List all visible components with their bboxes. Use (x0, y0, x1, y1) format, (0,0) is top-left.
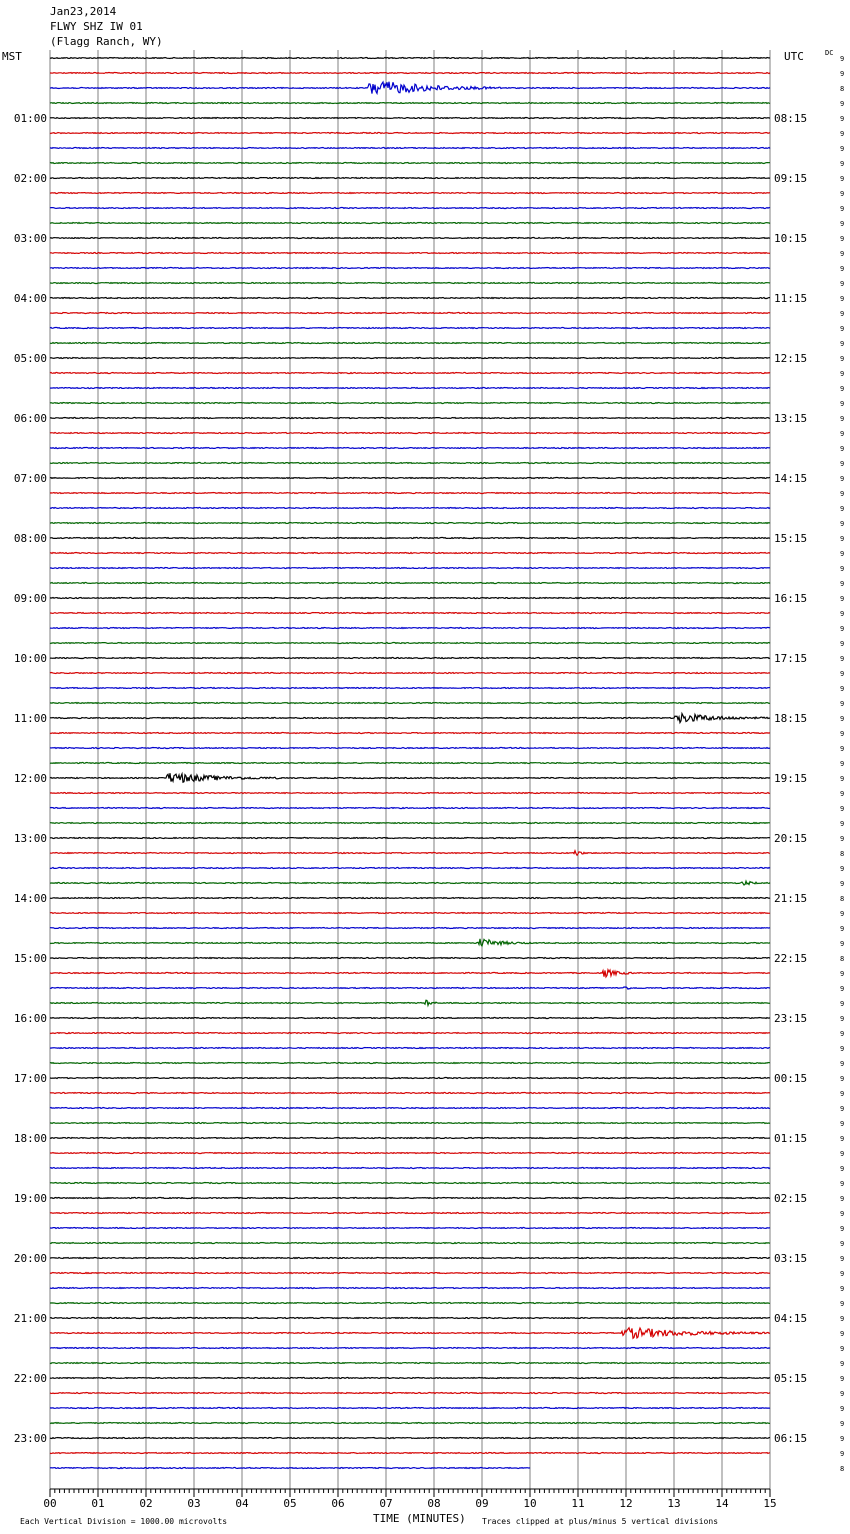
mst-hour-labels (14, 112, 47, 1445)
side-digit: 9 (840, 880, 845, 888)
side-digit: 9 (840, 670, 845, 678)
utc-hour-label: 15:15 (774, 532, 808, 545)
mst-hour-label: 21:00 (13, 1312, 47, 1325)
side-digit: 9 (840, 100, 845, 108)
trace-line (50, 1048, 770, 1049)
mst-hour-label: 20:00 (13, 1252, 47, 1265)
trace-line (50, 643, 770, 644)
trace-line (50, 343, 770, 344)
trace-line (50, 1063, 770, 1064)
side-digit: 9 (840, 610, 845, 618)
mst-hour-label: 14:00 (13, 892, 47, 905)
side-digit: 8 (840, 895, 845, 903)
side-digit: 9 (840, 1225, 845, 1233)
side-digit: 9 (840, 1390, 845, 1398)
side-digit: 9 (840, 160, 845, 168)
trace-line (50, 553, 770, 554)
side-digit: 9 (840, 640, 845, 648)
side-digit: 9 (840, 250, 845, 258)
trace-line (50, 714, 770, 723)
utc-hour-label: 16:15 (774, 592, 808, 605)
trace-line (50, 328, 770, 329)
trace-line (50, 823, 770, 824)
station-code: FLWY SHZ IW 01 (50, 20, 143, 33)
trace-line (50, 313, 770, 314)
side-digit: 9 (840, 265, 845, 273)
trace-line (50, 448, 770, 449)
x-tick-label: 08 (427, 1497, 441, 1510)
trace-line (50, 913, 770, 914)
trace-line (50, 523, 770, 524)
side-digit: 9 (840, 970, 845, 978)
mst-hour-label: 16:00 (13, 1012, 47, 1025)
side-digit: 9 (840, 760, 845, 768)
side-digit: 9 (840, 1090, 845, 1098)
utc-hour-label: 18:15 (774, 712, 808, 725)
utc-hour-label: 20:15 (774, 832, 808, 845)
side-digit: 9 (840, 400, 845, 408)
utc-hour-label: 06:15 (774, 1432, 808, 1445)
trace-line (50, 298, 770, 299)
utc-hour-label: 13:15 (774, 412, 808, 425)
mst-hour-label: 07:00 (13, 472, 47, 485)
trace-line (50, 1243, 770, 1244)
x-tick-label: 13 (667, 1497, 681, 1510)
trace-line (50, 1093, 770, 1094)
utc-hour-label: 01:15 (774, 1132, 808, 1145)
side-digit: 9 (840, 1210, 845, 1218)
right-axis-title: UTC (784, 50, 804, 63)
trace-line (50, 1168, 770, 1169)
trace-line (50, 238, 770, 239)
mst-hour-label: 01:00 (13, 112, 47, 125)
trace-line (50, 688, 770, 689)
side-digit: 9 (840, 1255, 845, 1263)
side-digit: 9 (840, 655, 845, 663)
utc-hour-label: 04:15 (774, 1312, 808, 1325)
station-location: (Flagg Ranch, WY) (50, 35, 163, 48)
time-axis (43, 1489, 776, 1510)
utc-hour-label: 02:15 (774, 1192, 808, 1205)
x-axis-title: TIME (MINUTES) (373, 1512, 466, 1525)
side-digit: 9 (840, 175, 845, 183)
trace-line (50, 1138, 770, 1139)
trace-line (50, 1123, 770, 1124)
x-tick-label: 09 (475, 1497, 489, 1510)
side-digit: 9 (840, 1315, 845, 1323)
side-digit: 9 (840, 790, 845, 798)
side-digit: 9 (840, 445, 845, 453)
trace-line (50, 1393, 770, 1394)
trace-line (50, 283, 770, 284)
trace-line (50, 851, 770, 855)
dc-side-digits (840, 55, 844, 1473)
mst-hour-label: 19:00 (13, 1192, 47, 1205)
trace-line (50, 463, 770, 464)
side-digit: 9 (840, 835, 845, 843)
trace-line (50, 748, 770, 749)
side-digit: 9 (840, 1030, 845, 1038)
side-digit: 9 (840, 535, 845, 543)
side-digit: 9 (840, 1120, 845, 1128)
trace-line (50, 793, 770, 794)
side-digit: 9 (840, 130, 845, 138)
side-digit: 9 (840, 1300, 845, 1308)
trace-line (50, 178, 770, 179)
side-digit: 9 (840, 1060, 845, 1068)
trace-line (50, 1033, 770, 1034)
trace-line (50, 583, 770, 584)
trace-line (50, 658, 770, 659)
side-digit: 9 (840, 430, 845, 438)
trace-line (50, 358, 770, 359)
side-digit: 9 (840, 115, 845, 123)
side-digit: 9 (840, 55, 845, 63)
side-digit: 9 (840, 595, 845, 603)
side-digit: 9 (840, 295, 845, 303)
utc-hour-label: 05:15 (774, 1372, 808, 1385)
utc-hour-label: 11:15 (774, 292, 808, 305)
utc-hour-label: 23:15 (774, 1012, 808, 1025)
trace-line (50, 808, 770, 809)
x-tick-label: 14 (715, 1497, 729, 1510)
side-digit: 9 (840, 1195, 845, 1203)
trace-line (50, 673, 770, 674)
trace-line (50, 403, 770, 404)
trace-line (50, 268, 770, 269)
trace-line (50, 388, 770, 389)
side-digit: 8 (840, 85, 845, 93)
side-digit: 9 (840, 475, 845, 483)
side-digit: 9 (840, 565, 845, 573)
trace-line (50, 1438, 770, 1439)
side-digit: 9 (840, 625, 845, 633)
utc-hour-labels (774, 112, 807, 1445)
side-digit: 9 (840, 1420, 845, 1428)
utc-hour-label: 08:15 (774, 112, 808, 125)
mst-hour-label: 06:00 (13, 412, 47, 425)
trace-line (50, 568, 770, 569)
seismic-traces (50, 58, 770, 1469)
utc-hour-label: 22:15 (774, 952, 808, 965)
record-date: Jan23,2014 (50, 5, 117, 18)
utc-hour-label: 03:15 (774, 1252, 808, 1265)
trace-line (50, 433, 770, 434)
side-digit: 9 (840, 715, 845, 723)
side-digit: 9 (840, 1240, 845, 1248)
utc-hour-label: 10:15 (774, 232, 808, 245)
mst-hour-label: 02:00 (13, 172, 47, 185)
side-digit: 9 (840, 730, 845, 738)
x-tick-label: 06 (331, 1497, 345, 1510)
trace-line (50, 1453, 770, 1454)
side-digit: 9 (840, 325, 845, 333)
side-digit: 9 (840, 700, 845, 708)
side-digit: 9 (840, 1180, 845, 1188)
side-digit: 9 (840, 1450, 845, 1458)
trace-line (50, 598, 770, 599)
side-digit: 9 (840, 805, 845, 813)
side-digit: 9 (840, 1330, 845, 1338)
side-digit: 9 (840, 1435, 845, 1443)
trace-line (50, 838, 770, 839)
trace-line (50, 193, 770, 194)
trace-line (50, 1153, 770, 1154)
side-digit: 9 (840, 985, 845, 993)
trace-line (50, 1303, 770, 1304)
utc-hour-label: 21:15 (774, 892, 808, 905)
trace-line (50, 58, 770, 59)
trace-line (50, 958, 770, 959)
utc-hour-label: 19:15 (774, 772, 808, 785)
trace-line (50, 1258, 770, 1259)
trace-line (50, 508, 770, 509)
trace-line (50, 1108, 770, 1109)
trace-line (50, 133, 770, 134)
trace-line (50, 1183, 770, 1184)
trace-line (50, 373, 770, 374)
mst-hour-label: 23:00 (13, 1432, 47, 1445)
clip-note: Traces clipped at plus/minus 5 vertical divisions (482, 1517, 719, 1526)
side-digit: 9 (840, 910, 845, 918)
side-digit: 9 (840, 370, 845, 378)
trace-line (50, 703, 770, 704)
trace-line (50, 1328, 770, 1339)
trace-line (50, 733, 770, 734)
side-digit: 9 (840, 280, 845, 288)
trace-line (50, 868, 770, 869)
trace-line (50, 939, 770, 946)
side-digit: 9 (840, 235, 845, 243)
side-digit: 9 (840, 460, 845, 468)
trace-line (50, 773, 770, 782)
x-tick-label: 01 (91, 1497, 105, 1510)
mst-hour-label: 08:00 (13, 532, 47, 545)
side-digit: 9 (840, 925, 845, 933)
trace-line (50, 628, 770, 629)
x-tick-label: 04 (235, 1497, 249, 1510)
side-digit: 9 (840, 340, 845, 348)
trace-line (50, 418, 770, 419)
trace-line (50, 208, 770, 209)
side-digit: 9 (840, 385, 845, 393)
utc-hour-label: 09:15 (774, 172, 808, 185)
side-digit: 9 (840, 1075, 845, 1083)
trace-line (50, 1273, 770, 1274)
side-digit: 9 (840, 205, 845, 213)
utc-hour-label: 14:15 (774, 472, 808, 485)
x-tick-label: 02 (139, 1497, 153, 1510)
mst-hour-label: 09:00 (13, 592, 47, 605)
left-axis-title: MST (2, 50, 22, 63)
x-tick-label: 03 (187, 1497, 201, 1510)
trace-line (50, 118, 770, 119)
trace-line (50, 1288, 770, 1289)
trace-line (50, 881, 770, 885)
mst-hour-label: 18:00 (13, 1132, 47, 1145)
trace-line (50, 1318, 770, 1319)
trace-line (50, 163, 770, 164)
trace-line (50, 82, 770, 94)
mst-hour-label: 13:00 (13, 832, 47, 845)
side-digit: 9 (840, 355, 845, 363)
utc-hour-label: 17:15 (774, 652, 808, 665)
mst-hour-label: 22:00 (13, 1372, 47, 1385)
trace-line (50, 928, 770, 929)
mst-hour-label: 15:00 (13, 952, 47, 965)
mst-hour-label: 12:00 (13, 772, 47, 785)
side-digit: 9 (840, 745, 845, 753)
side-digit: 9 (840, 220, 845, 228)
trace-line (50, 1228, 770, 1229)
mst-hour-label: 05:00 (13, 352, 47, 365)
trace-line (50, 493, 770, 494)
trace-line (50, 1423, 770, 1424)
side-digit: 9 (840, 1000, 845, 1008)
side-digit: 9 (840, 1375, 845, 1383)
x-tick-label: 00 (43, 1497, 57, 1510)
x-tick-label: 11 (571, 1497, 585, 1510)
trace-line (50, 898, 770, 899)
side-digit: 9 (840, 1285, 845, 1293)
x-tick-label: 10 (523, 1497, 537, 1510)
trace-line (50, 987, 770, 989)
trace-line (50, 478, 770, 479)
trace-line (50, 253, 770, 254)
trace-line (50, 103, 770, 104)
side-digit: 9 (840, 1405, 845, 1413)
scale-note: Each Vertical Division = 1000.00 microvolts (20, 1517, 228, 1526)
side-digit: 9 (840, 310, 845, 318)
utc-hour-label: 12:15 (774, 352, 808, 365)
side-digit: 9 (840, 685, 845, 693)
side-digit: 8 (840, 955, 845, 963)
trace-line (50, 763, 770, 764)
side-digit: 9 (840, 1270, 845, 1278)
trace-line (50, 1213, 770, 1214)
mst-hour-label: 03:00 (13, 232, 47, 245)
side-digit: 9 (840, 70, 845, 78)
utc-hour-label: 00:15 (774, 1072, 808, 1085)
x-tick-label: 07 (379, 1497, 393, 1510)
side-digit: 9 (840, 775, 845, 783)
side-digit: 9 (840, 415, 845, 423)
dc-label: DC (825, 49, 834, 57)
x-tick-label: 12 (619, 1497, 633, 1510)
trace-line (50, 1078, 770, 1079)
trace-line (50, 538, 770, 539)
side-digit: 8 (840, 850, 845, 858)
side-digit: 9 (840, 940, 845, 948)
trace-line (50, 1000, 770, 1005)
x-tick-label: 05 (283, 1497, 297, 1510)
x-tick-label: 15 (763, 1497, 777, 1510)
side-digit: 9 (840, 190, 845, 198)
mst-hour-label: 04:00 (13, 292, 47, 305)
side-digit: 9 (840, 1360, 845, 1368)
side-digit: 9 (840, 1345, 845, 1353)
trace-line (50, 73, 770, 74)
side-digit: 9 (840, 1135, 845, 1143)
trace-line (50, 970, 770, 977)
side-digit: 9 (840, 490, 845, 498)
side-digit: 9 (840, 820, 845, 828)
trace-line (50, 223, 770, 224)
side-digit: 9 (840, 1045, 845, 1053)
trace-line (50, 148, 770, 149)
trace-line (50, 613, 770, 614)
trace-line (50, 1378, 770, 1379)
trace-line (50, 1198, 770, 1199)
trace-line (50, 1408, 770, 1409)
side-digit: 9 (840, 1165, 845, 1173)
side-digit: 9 (840, 145, 845, 153)
side-digit: 9 (840, 505, 845, 513)
side-digit: 9 (840, 1105, 845, 1113)
side-digit: 9 (840, 865, 845, 873)
trace-line (50, 1363, 770, 1364)
side-digit: 9 (840, 580, 845, 588)
trace-line (50, 1348, 770, 1349)
side-digit: 9 (840, 1015, 845, 1023)
mst-hour-label: 11:00 (13, 712, 47, 725)
side-digit: 9 (840, 520, 845, 528)
side-digit: 9 (840, 550, 845, 558)
mst-hour-label: 17:00 (13, 1072, 47, 1085)
side-digit: 8 (840, 1465, 845, 1473)
trace-line (50, 1018, 770, 1019)
mst-hour-label: 10:00 (13, 652, 47, 665)
side-digit: 9 (840, 1150, 845, 1158)
